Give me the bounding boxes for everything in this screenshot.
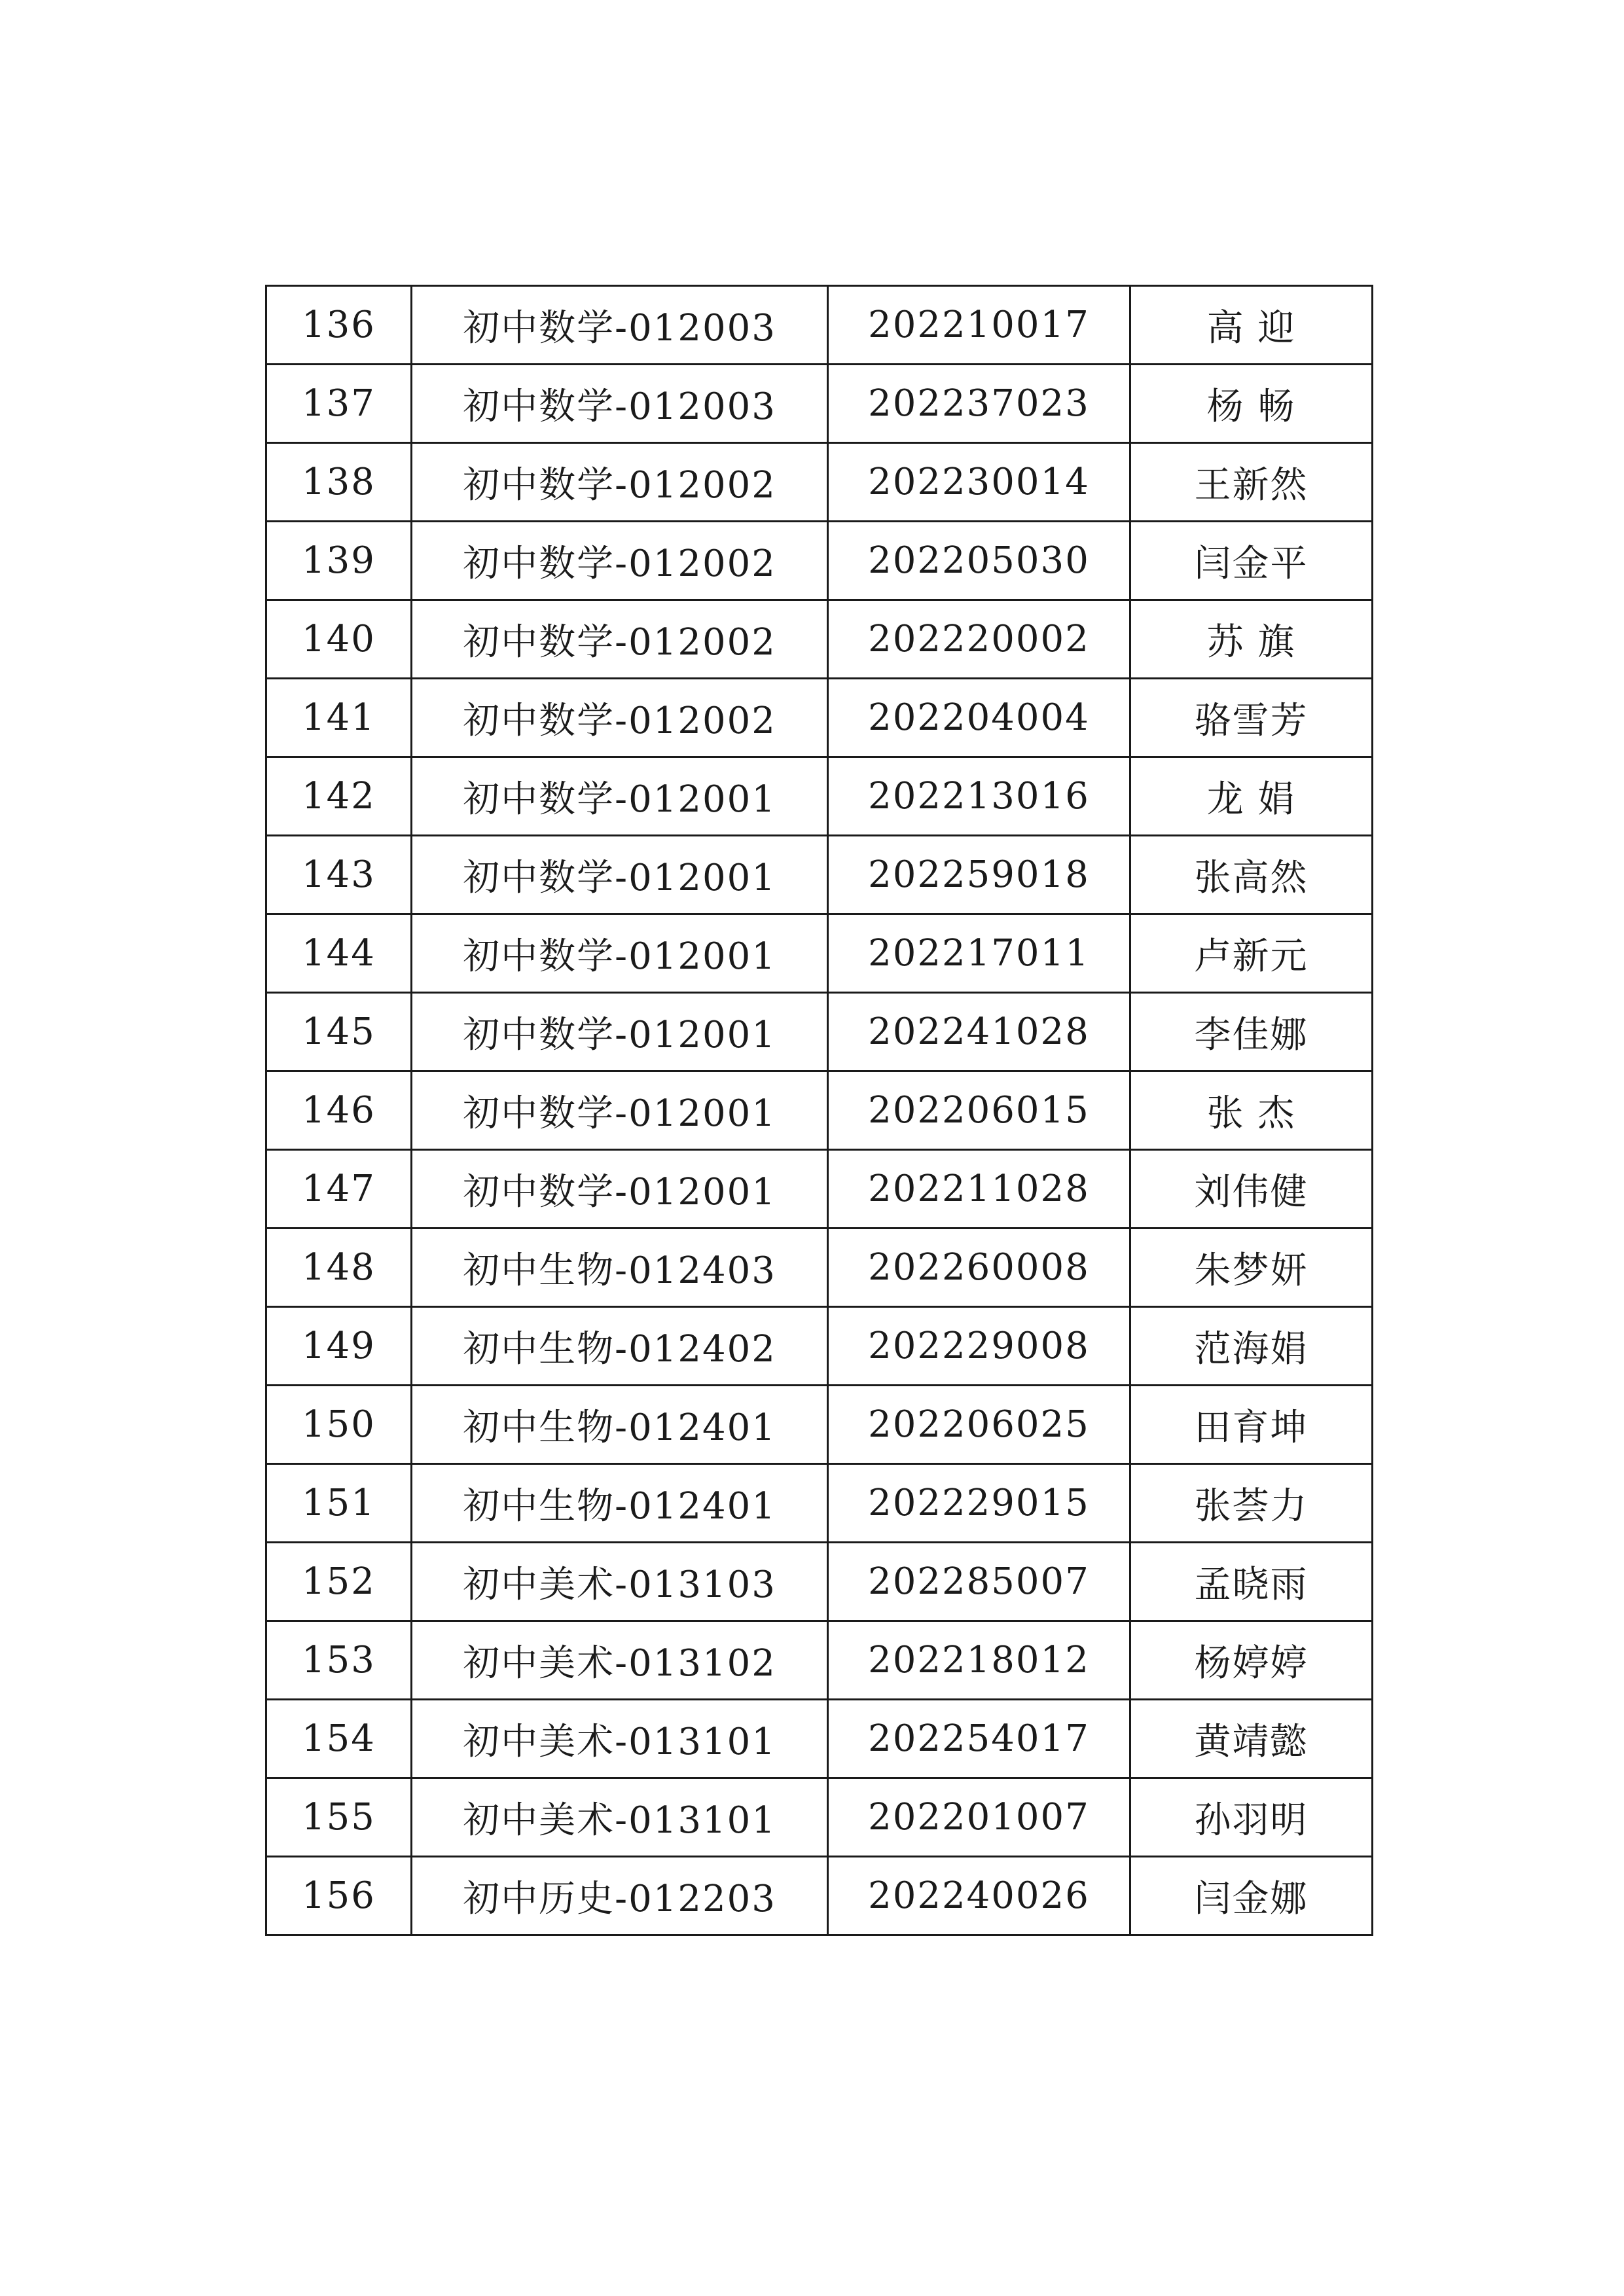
row-number-cell: 144	[266, 914, 412, 993]
candidate-name-cell: 张荟力	[1130, 1464, 1373, 1543]
exam-number-cell: 202204004	[828, 679, 1130, 757]
exam-number-cell: 202230014	[828, 443, 1130, 522]
table-row	[266, 365, 1373, 443]
table-row	[266, 1150, 1373, 1229]
row-number-cell: 153	[266, 1621, 412, 1700]
candidate-name-cell: 骆雪芳	[1130, 679, 1373, 757]
candidate-name-cell: 张 杰	[1130, 1071, 1373, 1150]
exam-number-cell: 202211028	[828, 1150, 1130, 1229]
exam-number-cell: 202241028	[828, 993, 1130, 1071]
candidate-name-cell: 高 迎	[1130, 286, 1373, 365]
candidate-name-cell: 卢新元	[1130, 914, 1373, 993]
table-row	[266, 679, 1373, 757]
candidate-name-cell: 孙羽明	[1130, 1778, 1373, 1857]
candidate-name-cell: 田育坤	[1130, 1386, 1373, 1464]
candidate-name-cell: 闫金平	[1130, 522, 1373, 600]
position-code-cell: 初中数学-012001	[412, 836, 828, 914]
candidate-name-cell: 王新然	[1130, 443, 1373, 522]
candidate-name-cell: 范海娟	[1130, 1307, 1373, 1386]
row-number-cell: 149	[266, 1307, 412, 1386]
exam-number-cell: 202229008	[828, 1307, 1130, 1386]
table-row	[266, 1464, 1373, 1543]
candidate-name-cell: 杨婷婷	[1130, 1621, 1373, 1700]
table-row	[266, 1778, 1373, 1857]
exam-number-cell: 202240026	[828, 1857, 1130, 1935]
exam-number-cell: 202201007	[828, 1778, 1130, 1857]
position-code-cell: 初中美术-013103	[412, 1543, 828, 1621]
table-row	[266, 1857, 1373, 1935]
position-code-cell: 初中数学-012001	[412, 993, 828, 1071]
candidate-table-body	[266, 286, 1373, 1935]
table-row	[266, 286, 1373, 365]
position-code-cell: 初中数学-012002	[412, 679, 828, 757]
position-code-cell: 初中历史-012203	[412, 1857, 828, 1935]
position-code-cell: 初中生物-012402	[412, 1307, 828, 1386]
row-number-cell: 148	[266, 1229, 412, 1307]
table-row	[266, 1621, 1373, 1700]
candidate-name-cell: 闫金娜	[1130, 1857, 1373, 1935]
table-row	[266, 1386, 1373, 1464]
row-number-cell: 150	[266, 1386, 412, 1464]
position-code-cell: 初中数学-012002	[412, 522, 828, 600]
position-code-cell: 初中数学-012003	[412, 365, 828, 443]
exam-number-cell: 202213016	[828, 757, 1130, 836]
exam-number-cell: 202210017	[828, 286, 1130, 365]
row-number-cell: 139	[266, 522, 412, 600]
table-row	[266, 1071, 1373, 1150]
table-row	[266, 914, 1373, 993]
position-code-cell: 初中数学-012001	[412, 757, 828, 836]
candidate-name-cell: 李佳娜	[1130, 993, 1373, 1071]
position-code-cell: 初中数学-012003	[412, 286, 828, 365]
position-code-cell: 初中美术-013102	[412, 1621, 828, 1700]
position-code-cell: 初中生物-012401	[412, 1464, 828, 1543]
table-row	[266, 993, 1373, 1071]
candidate-name-cell: 苏 旗	[1130, 600, 1373, 679]
table-row	[266, 1307, 1373, 1386]
row-number-cell: 145	[266, 993, 412, 1071]
exam-number-cell: 202205030	[828, 522, 1130, 600]
row-number-cell: 151	[266, 1464, 412, 1543]
table-row	[266, 1700, 1373, 1778]
table-row	[266, 1543, 1373, 1621]
exam-number-cell: 202220002	[828, 600, 1130, 679]
row-number-cell: 152	[266, 1543, 412, 1621]
table-row	[266, 522, 1373, 600]
row-number-cell: 141	[266, 679, 412, 757]
position-code-cell: 初中数学-012001	[412, 1071, 828, 1150]
row-number-cell: 154	[266, 1700, 412, 1778]
exam-number-cell: 202237023	[828, 365, 1130, 443]
candidate-table	[265, 285, 1373, 1936]
candidate-name-cell: 黄靖懿	[1130, 1700, 1373, 1778]
exam-number-cell: 202260008	[828, 1229, 1130, 1307]
row-number-cell: 146	[266, 1071, 412, 1150]
exam-number-cell: 202229015	[828, 1464, 1130, 1543]
row-number-cell: 140	[266, 600, 412, 679]
candidate-name-cell: 孟晓雨	[1130, 1543, 1373, 1621]
exam-number-cell: 202206015	[828, 1071, 1130, 1150]
exam-number-cell: 202259018	[828, 836, 1130, 914]
row-number-cell: 155	[266, 1778, 412, 1857]
table-row	[266, 443, 1373, 522]
position-code-cell: 初中美术-013101	[412, 1700, 828, 1778]
position-code-cell: 初中数学-012001	[412, 914, 828, 993]
position-code-cell: 初中数学-012002	[412, 600, 828, 679]
position-code-cell: 初中美术-013101	[412, 1778, 828, 1857]
table-row	[266, 757, 1373, 836]
exam-number-cell: 202254017	[828, 1700, 1130, 1778]
table-row	[266, 600, 1373, 679]
table-row	[266, 836, 1373, 914]
candidate-name-cell: 张高然	[1130, 836, 1373, 914]
exam-number-cell: 202206025	[828, 1386, 1130, 1464]
candidate-name-cell: 杨 畅	[1130, 365, 1373, 443]
position-code-cell: 初中数学-012001	[412, 1150, 828, 1229]
position-code-cell: 初中生物-012403	[412, 1229, 828, 1307]
position-code-cell: 初中数学-012002	[412, 443, 828, 522]
exam-number-cell: 202218012	[828, 1621, 1130, 1700]
exam-number-cell: 202285007	[828, 1543, 1130, 1621]
row-number-cell: 147	[266, 1150, 412, 1229]
row-number-cell: 137	[266, 365, 412, 443]
row-number-cell: 143	[266, 836, 412, 914]
candidate-name-cell: 朱梦妍	[1130, 1229, 1373, 1307]
exam-number-cell: 202217011	[828, 914, 1130, 993]
position-code-cell: 初中生物-012401	[412, 1386, 828, 1464]
table-row	[266, 1229, 1373, 1307]
row-number-cell: 156	[266, 1857, 412, 1935]
row-number-cell: 136	[266, 286, 412, 365]
row-number-cell: 138	[266, 443, 412, 522]
candidate-name-cell: 龙 娟	[1130, 757, 1373, 836]
candidate-name-cell: 刘伟健	[1130, 1150, 1373, 1229]
row-number-cell: 142	[266, 757, 412, 836]
